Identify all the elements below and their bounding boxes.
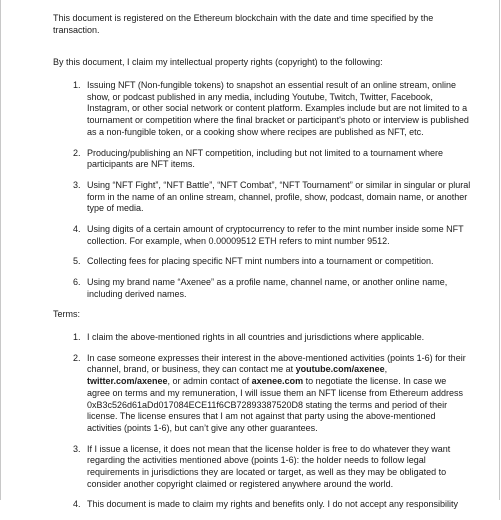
claim-item-5: 5. Collecting fees for placing specific NFT mint numbers into a tournament or competition. bbox=[83, 256, 471, 268]
term-2-text-a: In case someone expresses their interest in the above-mentioned activities (points 1-6) for their channel, brand, or business, they can contact me at bbox=[87, 352, 466, 375]
claim-intro-paragraph: By this document, I claim my intellectual property rights (copyright) to the following: bbox=[53, 57, 383, 68]
twitter-link[interactable]: twitter.com/axenee bbox=[87, 376, 168, 387]
intro-paragraph: This document is registered on the Ethereum blockchain with the date and time specified by the transaction. bbox=[53, 13, 434, 35]
claim-item-4: 4. Using digits of a certain amount of cryptocurrency to refer to the mint number inside some NFT collection. For example, when 0.00009512 ETH refers to mint number 9512. bbox=[83, 224, 471, 247]
terms-heading: Terms: bbox=[53, 309, 80, 320]
claim-item-1: 1. Issuing NFT (Non-fungible tokens) to snapshot an essential result of an online stream, online show, or podcast published in any media, including Youtube, Twitch, Twitter, Facebook, Instagram, or other social network or content platform. Examples include but are not limited to a tournament or competition where the final bracket or participant's photo or interview is published as a non-fungible token, or a cooking show where recipes are published as NFT, etc. bbox=[83, 80, 471, 138]
term-2-text-c: to negotiate the license. In case we agree on terms and my remuneration, I will issue them an NFT license from Ethereum address 0xB3c526d61aDd017084ECE11f6CB72893387520D8 stating the terms and period of their license. The license ensures that I am not against that party using the above-mentioned activities (points 1-6), but can’t give any other guarantees. bbox=[87, 376, 463, 433]
claims-list bbox=[53, 80, 471, 300]
claim-item-3: 3. Using “NFT Fight”, “NFT Battle”, “NFT Combat”, “NFT Tournament” or similar in singular or plural form in the name of an online stream, channel, profile, show, podcast, domain name, or another type of media. bbox=[83, 180, 471, 215]
terms-list bbox=[53, 332, 471, 511]
term-2-separator: , bbox=[384, 364, 388, 375]
term-2-text-b: , or admin contact of bbox=[167, 376, 252, 387]
term-item-2 bbox=[83, 353, 471, 435]
term-item-4: 4. This document is made to claim my rights and benefits only. I do not accept any responsibility bbox=[83, 499, 471, 511]
claim-item-6: 6. Using my brand name “Axenee” as a profile name, channel name, or another online name, including derived names. bbox=[83, 277, 471, 300]
term-item-3: 3. If I issue a license, it does not mean that the license holder is free to do whatever they want regarding the activities mentioned above (points 1-6): the holder needs to follow legal requirements in jurisdictions they are located or target, as well as they may be obligated to consider another copyright claimed or registered anywhere around the world. bbox=[83, 444, 471, 491]
youtube-link[interactable]: youtube.com/axenee bbox=[295, 364, 385, 375]
term-item-1: 1. I claim the above-mentioned rights in all countries and jurisdictions where applicable. bbox=[83, 332, 471, 344]
website-link[interactable]: axenee.com bbox=[251, 376, 304, 387]
document-body bbox=[1, 0, 501, 520]
claim-item-2: 2. Producing/publishing an NFT competition, including but not limited to a tournament where participants are NFT items. bbox=[83, 148, 471, 171]
